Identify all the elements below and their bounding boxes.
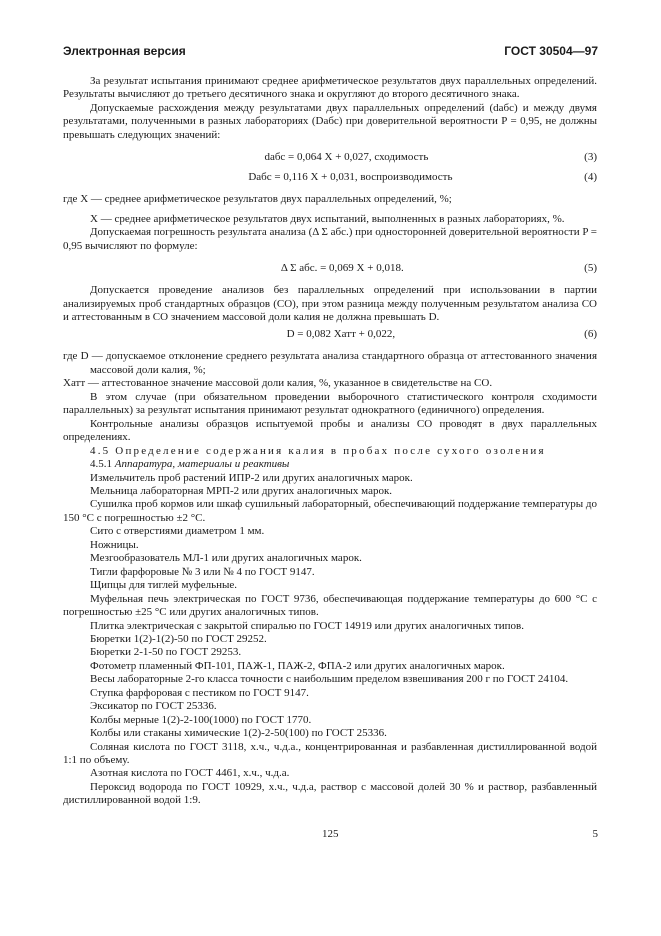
equation <box>63 147 597 167</box>
equation-number: (6) <box>584 328 597 341</box>
list-item: Колбы или стаканы химические 1(2)-2-50(100) по ГОСТ 25336. <box>90 727 387 740</box>
equation <box>63 324 597 344</box>
where-clause: где X — среднее арифметическое результатов двух параллельных определений, %; <box>63 193 452 206</box>
section-heading: 4.5 Определение содержания калия в пробах после сухого озоления <box>90 444 546 457</box>
page-number-right: 5 <box>592 828 598 840</box>
where-clause: где D — допускаемое отклонение среднего результата анализа стандартного образца от аттестованного значения массовой доли калия, %; <box>63 350 597 376</box>
header-right: ГОСТ 30504—97 <box>504 44 598 58</box>
equipment-list <box>63 472 597 808</box>
paragraph: В этом случае (при обязательном проведении выборочного статистического контроля сходимости параллельных) за результат испытания принимают результат однократного (единичного) определения. <box>63 390 597 417</box>
list-item: Измельчитель проб растений ИПР-2 или других аналогичных марок. <box>90 471 413 484</box>
list-item: Мельница лабораторная МРП-2 или других аналогичных марок. <box>90 484 393 497</box>
subsection-title: Аппаратура, материалы и реактивы <box>114 458 290 471</box>
paragraph: Допускается проведение анализов без параллельных определений при использовании в партии анализируемых проб стандартных образцов (СО), при этом разница между полученным результатом анализа СО и аттестованным в СО значением массовой доли калия не должна превышать D. <box>63 284 597 323</box>
equation-number: (4) <box>584 171 597 184</box>
paragraph: За результат испытания принимают среднее арифметическое результатов двух параллельных определений. Результаты вычисляют до третьего десятичного знака и округляют до второго десятичного знака. <box>63 75 597 101</box>
equation-expression: Δ Σ абс. = 0,069 X + 0,018. <box>280 262 404 275</box>
paragraph: Допускаемые расхождения между результатами двух параллельных определений (dабс) и между двумя результатами, полученными в разных лабораториях (Dабс) при доверительной вероятности P = 0,95, не должны превышать следующих значений: <box>63 101 597 141</box>
equation <box>63 167 597 187</box>
list-item: Весы лабораторные 2-го класса точности с наибольшим пределом взвешивания 200 г по ГОСТ 24104. <box>90 673 569 686</box>
subsection-number: 4.5.1 <box>90 458 112 471</box>
where-clause: Xатт — аттестованное значение массовой доли калия, %, указанное в свидетельстве на СО. <box>63 377 493 390</box>
subsection-heading <box>63 458 597 471</box>
list-item: Пероксид водорода по ГОСТ 10929, х.ч., ч.д.а, раствор с массовой долей 30 % и раствор, разбавленный дистиллированной водой 1:9. <box>63 780 597 807</box>
list-item: Тигли фарфоровые № 3 или № 4 по ГОСТ 9147. <box>90 565 315 578</box>
page-number: 125 <box>322 828 339 840</box>
equation-expression: Dабс = 0,116 X + 0,031, воспроизводимость <box>248 171 453 184</box>
list-item: Муфельная печь электрическая по ГОСТ 9736, обеспечивающая поддержание температуры до 600 °С с погрешностью ±25 °С или других аналогичных типов. <box>63 592 597 619</box>
list-item: Бюретки 1(2)-1(2)-50 по ГОСТ 29252. <box>90 632 267 645</box>
list-item: Азотная кислота по ГОСТ 4461, х.ч., ч.д.а. <box>90 767 290 780</box>
list-item: Ступка фарфоровая с пестиком по ГОСТ 9147. <box>90 686 309 699</box>
header-left: Электронная версия <box>63 44 186 58</box>
list-item: Соляная кислота по ГОСТ 3118, х.ч., ч.д.а., концентрированная и разбавленная дистиллированной водой 1:1 по объему. <box>63 740 597 767</box>
paragraph: Допускаемая погрешность результата анализа (Δ Σ абс.) при односторонней доверительной вероятности P = 0,95 вычисляют по формуле: <box>63 226 597 252</box>
list-item: Фотометр пламенный ФП-101, ПАЖ-1, ПАЖ-2, ФПА-2 или других аналогичных марок. <box>90 659 505 672</box>
equation <box>63 258 597 278</box>
list-item: Колбы мерные 1(2)-2-100(1000) по ГОСТ 1770. <box>90 713 312 726</box>
equation-number: (5) <box>584 262 597 275</box>
where-clause: X — среднее арифметическое результатов двух испытаний, выполненных в разных лабораториях, %. <box>90 212 565 225</box>
paragraph: Контрольные анализы образцов испытуемой пробы и анализы СО проводят в двух параллельных определениях. <box>63 417 597 444</box>
list-item: Сушилка проб кормов или шкаф сушильный лабораторный, обеспечивающий поддержание температуры до 150 °С с погрешностью ±2 °С. <box>63 498 597 524</box>
list-item: Эксикатор по ГОСТ 25336. <box>90 700 217 713</box>
equation-expression: dабс = 0,064 X + 0,027, сходимость <box>264 151 429 164</box>
list-item: Мезгообразователь МЛ-1 или других аналогичных марок. <box>90 552 362 565</box>
equation-number: (3) <box>584 151 597 164</box>
list-item: Сито с отверстиями диаметром 1 мм. <box>90 525 265 538</box>
list-item: Ножницы. <box>90 538 139 551</box>
equation-expression: D = 0,082 Xатт + 0,022, <box>286 328 396 341</box>
document-body <box>63 75 597 808</box>
list-item: Бюретки 2-1-50 по ГОСТ 29253. <box>90 646 242 659</box>
list-item: Щипцы для тиглей муфельные. <box>90 579 238 592</box>
list-item: Плитка электрическая с закрытой спиралью по ГОСТ 14919 или других аналогичных типов. <box>90 619 524 632</box>
